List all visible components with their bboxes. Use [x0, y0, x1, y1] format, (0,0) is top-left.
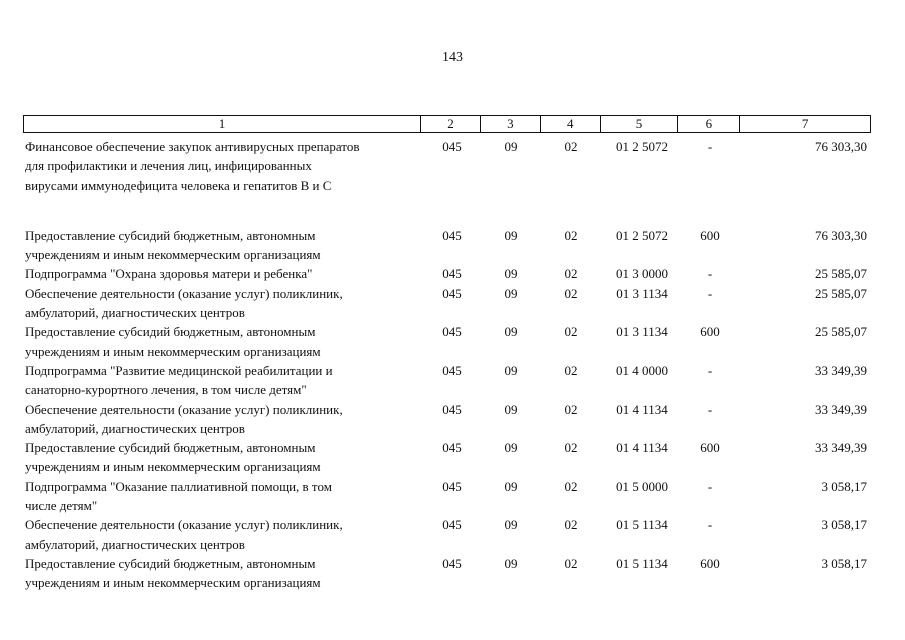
row-code-5: 01 3 1134: [616, 324, 668, 340]
row-code-6: 600: [700, 555, 720, 571]
page-number: 143: [442, 50, 463, 65]
column-header-4: 4: [541, 116, 601, 132]
row-amount: 33 349,39: [815, 362, 867, 378]
table-row: [23, 322, 871, 361]
row-code-4: 02: [564, 478, 578, 494]
column-header-2: 2: [421, 116, 481, 132]
row-code-4: 02: [564, 517, 578, 533]
row-code-3: 09: [504, 401, 518, 417]
row-code-2: 045: [442, 285, 462, 301]
table-body: [23, 137, 871, 593]
row-amount: 25 585,07: [815, 285, 867, 301]
row-code-6: -: [707, 517, 713, 533]
row-code-3: 09: [504, 227, 518, 243]
row-name: Обеспечение деятельности (оказание услуг) поликлиник, амбулаторий, диагностических центров: [25, 285, 343, 321]
table-row: [23, 264, 871, 283]
row-code-5: 01 4 1134: [616, 401, 668, 417]
row-name: Подпрограмма "Оказание паллиативной помощи, в том числе детям": [25, 478, 332, 514]
column-header-3: 3: [481, 116, 541, 132]
row-code-4: 02: [564, 324, 578, 340]
row-code-6: -: [707, 139, 713, 154]
row-name: Предоставление субсидий бюджетным, автономным учреждениям и иным некоммерческим организациям: [25, 227, 321, 263]
table-row: [23, 438, 871, 477]
row-amount: 76 303,30: [815, 227, 867, 243]
row-code-5: 01 3 1134: [616, 285, 668, 301]
column-header-6: 6: [678, 116, 740, 132]
row-amount: 3 058,17: [821, 555, 867, 571]
row-name: Предоставление субсидий бюджетным, автономным учреждениям и иным некоммерческим организациям: [25, 555, 321, 591]
row-code-2: 045: [442, 478, 462, 494]
table-row: [23, 284, 871, 323]
column-header-5: 5: [601, 116, 679, 132]
row-code-5: 01 3 0000: [616, 266, 668, 282]
row-amount: 3 058,17: [821, 517, 867, 533]
table-row: [23, 477, 871, 516]
row-code-2: 045: [442, 362, 462, 378]
row-name: Обеспечение деятельности (оказание услуг) поликлиник, амбулаторий, диагностических центров: [25, 517, 343, 552]
row-amount: 25 585,07: [815, 266, 867, 282]
row-amount: 33 349,39: [815, 440, 867, 456]
row-code-3: 09: [504, 440, 518, 456]
row-name: Подпрограмма "Охрана здоровья матери и ребенка": [25, 266, 313, 282]
row-code-4: 02: [564, 285, 578, 301]
table-row: [23, 400, 871, 439]
row-code-6: 600: [700, 440, 720, 456]
table-row: [23, 554, 871, 593]
row-code-6: 600: [700, 227, 720, 243]
row-code-2: 045: [442, 139, 462, 154]
column-header-1: 1: [24, 116, 421, 132]
row-code-2: 045: [442, 440, 462, 456]
row-code-2: 045: [442, 227, 462, 243]
row-code-3: 09: [504, 285, 518, 301]
row-code-5: 01 2 5072: [616, 139, 668, 154]
row-code-5: 01 5 1134: [616, 517, 668, 533]
row-code-4: 02: [564, 362, 578, 378]
row-name: Предоставление субсидий бюджетным, автономным учреждениям и иным некоммерческим организациям: [25, 440, 321, 475]
row-code-4: 02: [564, 266, 578, 282]
row-amount: 76 303,30: [815, 139, 867, 154]
row-code-5: 01 2 5072: [616, 227, 668, 243]
row-code-4: 02: [564, 401, 578, 417]
row-code-3: 09: [504, 324, 518, 340]
table-row: [23, 361, 871, 400]
row-code-5: 01 4 0000: [616, 362, 668, 378]
row-code-2: 045: [442, 401, 462, 417]
table-row: [23, 515, 871, 554]
table-row: [23, 226, 871, 265]
row-code-2: 045: [442, 517, 462, 533]
row-code-5: 01 5 1134: [616, 555, 668, 571]
row-code-4: 02: [564, 440, 578, 456]
row-code-2: 045: [442, 266, 462, 282]
row-code-3: 09: [504, 139, 518, 154]
row-amount: 3 058,17: [821, 478, 867, 494]
row-name: Обеспечение деятельности (оказание услуг) поликлиник, амбулаторий, диагностических центров: [25, 401, 343, 436]
row-code-3: 09: [504, 555, 518, 571]
row-code-6: -: [707, 478, 713, 494]
row-code-6: -: [707, 285, 713, 301]
row-code-3: 09: [504, 362, 518, 378]
row-code-6: -: [707, 362, 713, 378]
row-code-2: 045: [442, 324, 462, 340]
row-name: Подпрограмма "Развитие медицинской реабилитации и санаторно-курортного лечения, в том числе детям": [25, 362, 333, 398]
row-amount: 25 585,07: [815, 324, 867, 340]
row-code-5: 01 5 0000: [616, 478, 668, 494]
row-amount: 33 349,39: [815, 401, 867, 417]
row-name: Предоставление субсидий бюджетным, автономным учреждениям и иным некоммерческим организациям: [25, 324, 321, 359]
row-code-2: 045: [442, 555, 462, 571]
row-code-6: -: [707, 401, 713, 417]
row-code-4: 02: [564, 139, 578, 154]
row-code-3: 09: [504, 517, 518, 533]
row-spacer: [23, 195, 871, 226]
row-code-3: 09: [504, 266, 518, 282]
row-code-5: 01 4 1134: [616, 440, 668, 456]
table-row: [23, 137, 871, 195]
row-code-6: -: [707, 266, 713, 282]
table-header: [23, 115, 871, 133]
row-name: Финансовое обеспечение закупок антивирусных препаратов для профилактики и лечения лиц, инфицированных вирусами иммунодефицита человека и гепатитов В и С: [25, 139, 360, 193]
row-code-3: 09: [504, 478, 518, 494]
row-code-4: 02: [564, 555, 578, 571]
column-header-7: 7: [801, 116, 809, 131]
row-code-6: 600: [700, 324, 720, 340]
row-code-4: 02: [564, 227, 578, 243]
